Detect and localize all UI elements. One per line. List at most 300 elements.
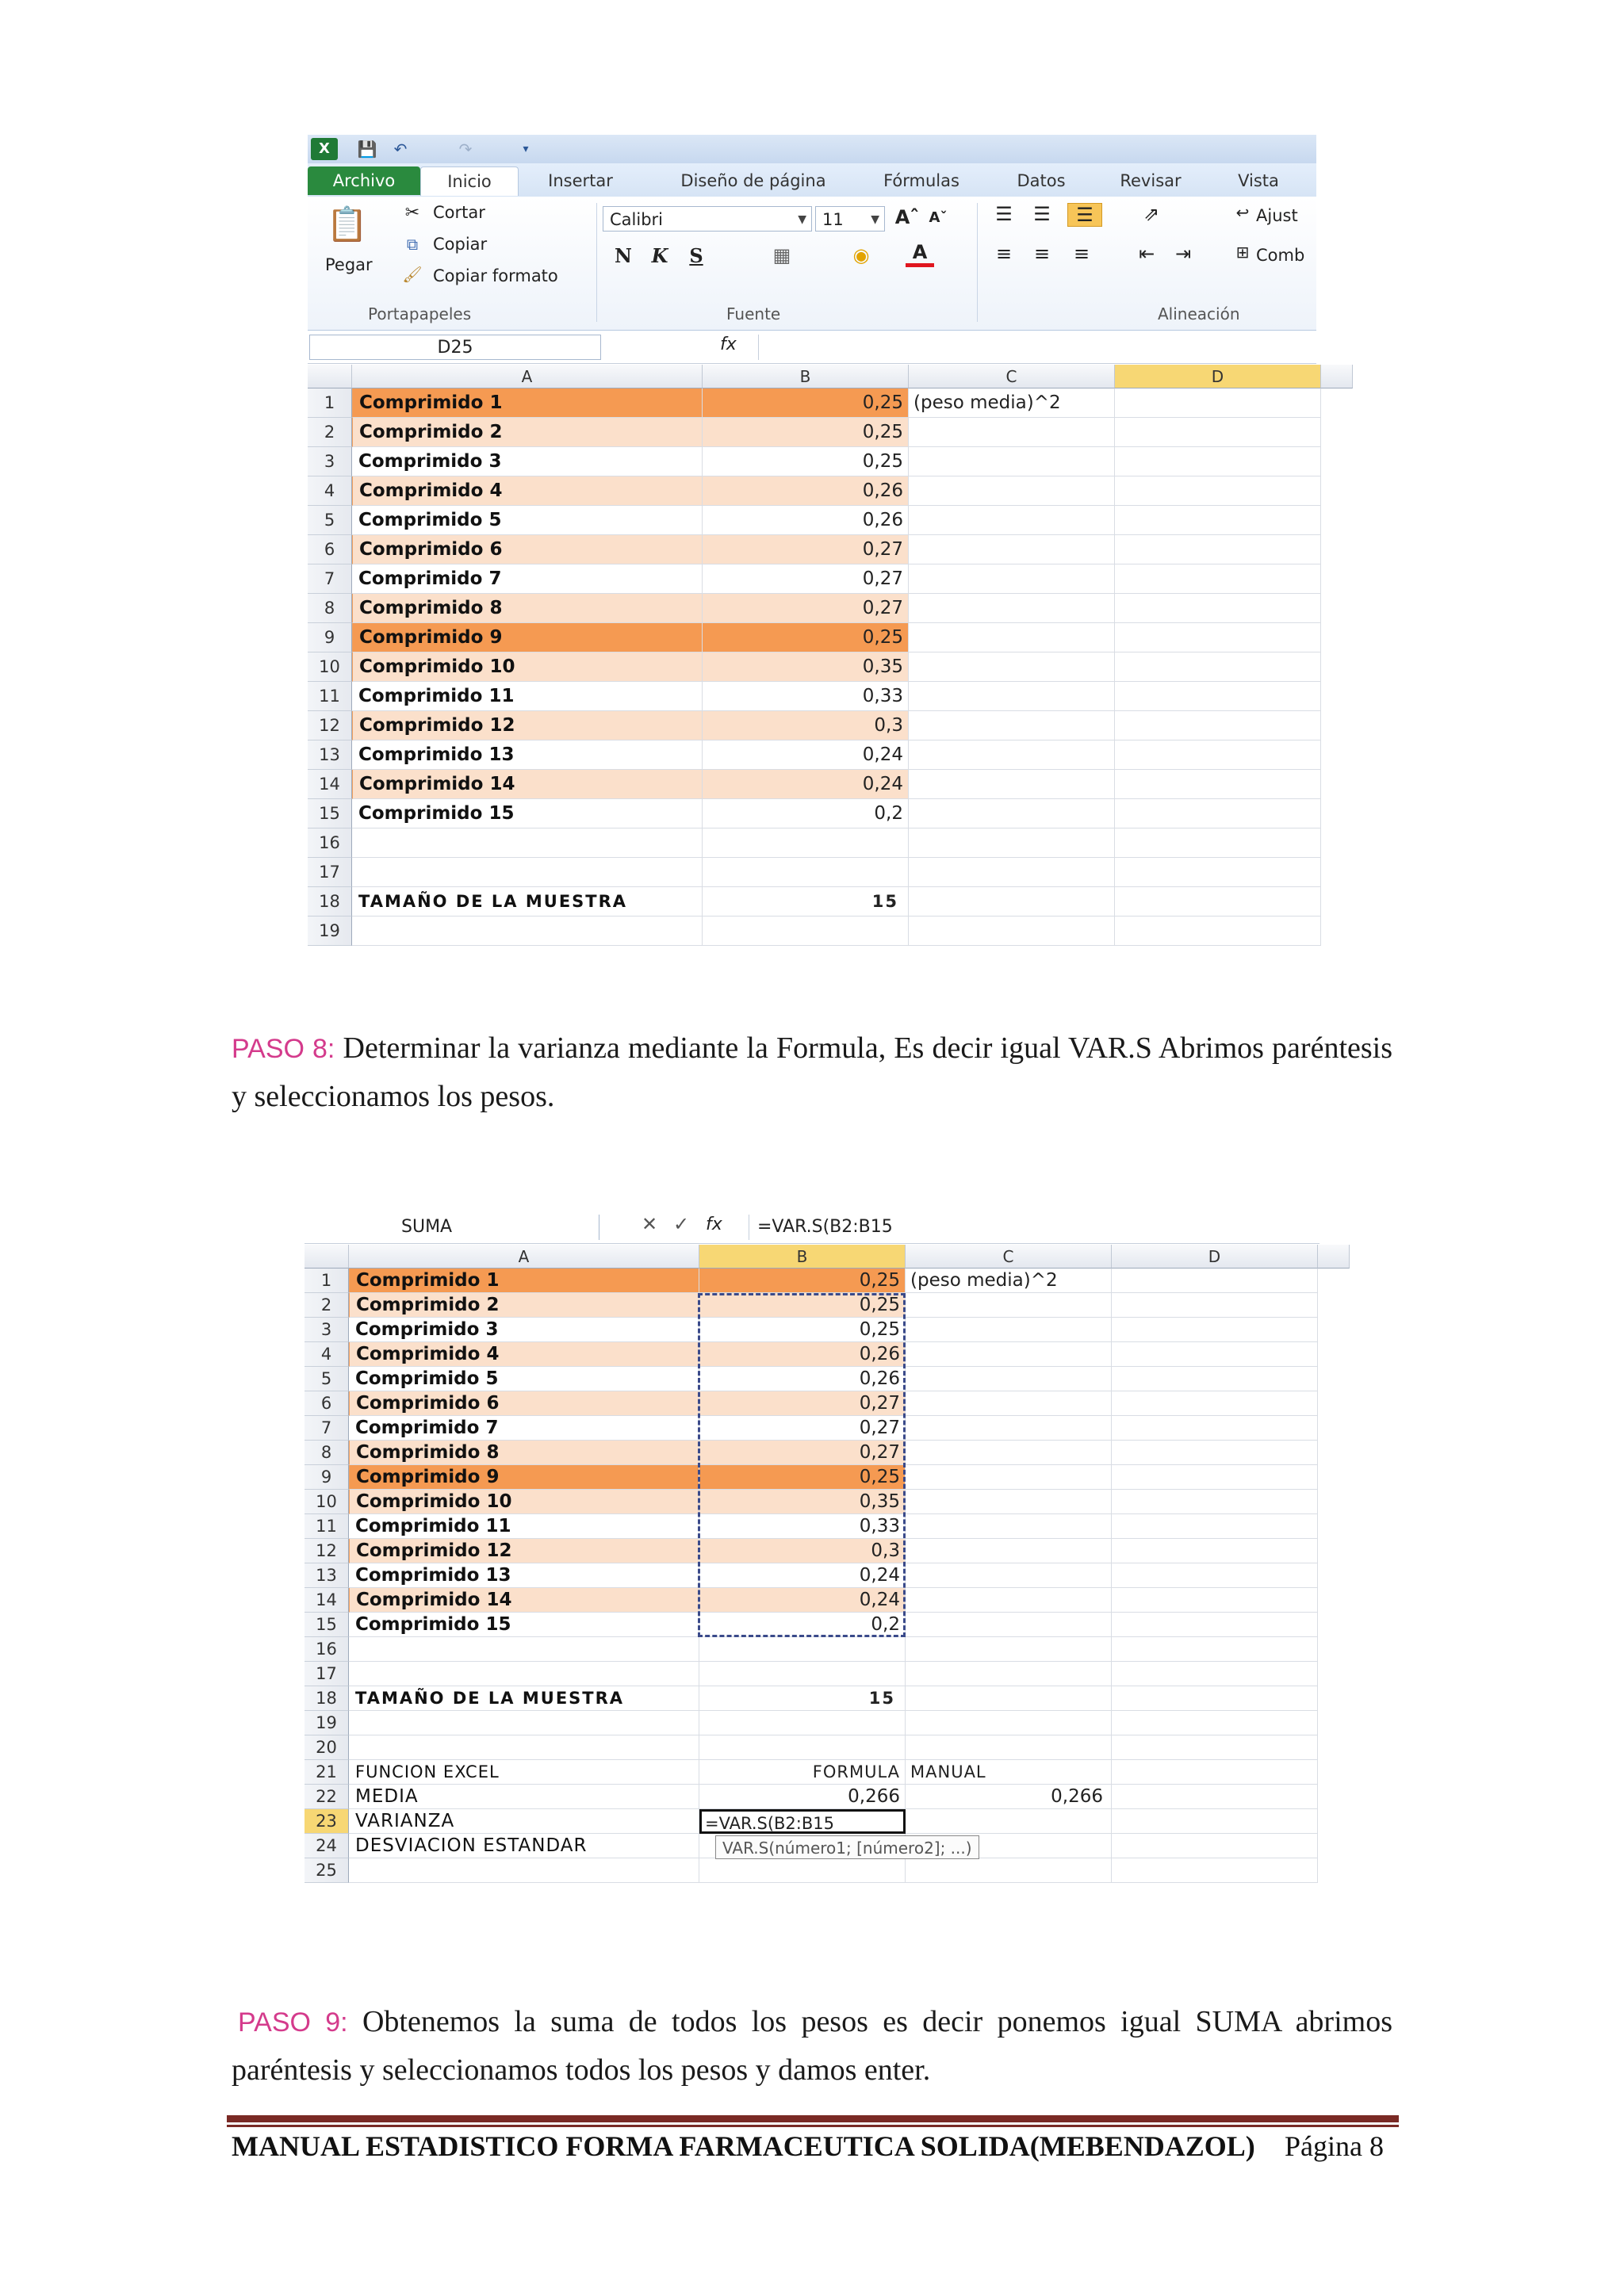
row-header[interactable]: 15 — [308, 799, 352, 828]
cell-d[interactable] — [1115, 711, 1321, 740]
cell-d[interactable] — [1115, 682, 1321, 711]
column-header-e[interactable] — [1318, 1245, 1350, 1269]
cell-a[interactable]: Comprimido 13 — [349, 1563, 699, 1588]
row-header[interactable]: 20 — [304, 1735, 349, 1760]
cell-d[interactable] — [1112, 1686, 1318, 1711]
cell-a[interactable]: Comprimido 9 — [352, 623, 703, 652]
table-row — [308, 506, 1316, 535]
cancel-icon[interactable]: ✕ — [641, 1213, 658, 1235]
cell-d[interactable] — [1115, 916, 1321, 946]
cell-c[interactable] — [906, 1342, 1112, 1367]
cell-a[interactable]: Comprimido 3 — [349, 1318, 699, 1342]
cell-c[interactable] — [906, 1809, 1112, 1834]
font-color-icon[interactable]: A — [906, 241, 934, 267]
cell-d[interactable] — [1112, 1539, 1318, 1563]
cell-d[interactable] — [1112, 1735, 1318, 1760]
cell-d[interactable] — [1115, 828, 1321, 858]
column-header-c[interactable]: C — [906, 1245, 1112, 1269]
row-header[interactable]: 12 — [308, 711, 352, 740]
cell-d[interactable] — [1112, 1809, 1318, 1834]
cell-c[interactable] — [906, 1539, 1112, 1563]
cell-a[interactable]: Comprimido 11 — [349, 1514, 699, 1539]
cell-d[interactable] — [1115, 535, 1321, 564]
cell-c[interactable] — [909, 858, 1115, 887]
cell-d[interactable] — [1112, 1588, 1318, 1613]
column-header-c[interactable]: C — [909, 365, 1115, 388]
row-header[interactable]: 7 — [304, 1416, 349, 1441]
column-header-b[interactable]: B — [703, 365, 909, 388]
cell-c[interactable] — [906, 1735, 1112, 1760]
cell-b[interactable]: 0,25 — [699, 1465, 906, 1490]
cell-a[interactable]: Comprimido 8 — [352, 594, 703, 623]
cell-c[interactable] — [906, 1367, 1112, 1391]
cell-d[interactable] — [1112, 1637, 1318, 1662]
row-header[interactable]: 15 — [304, 1613, 349, 1637]
align-left-icon[interactable]: ≡ — [995, 243, 1013, 265]
cell-d[interactable] — [1112, 1834, 1318, 1858]
cell-d[interactable] — [1115, 770, 1321, 799]
cell-a[interactable]: Comprimido 9 — [349, 1465, 699, 1490]
cell-a[interactable]: Comprimido 13 — [352, 740, 703, 770]
cell-a[interactable] — [349, 1637, 699, 1662]
cell-b[interactable]: 0,2 — [699, 1613, 906, 1637]
cell-b[interactable]: 0,27 — [699, 1441, 906, 1465]
row-header[interactable]: 4 — [304, 1342, 349, 1367]
cell-c[interactable] — [906, 1465, 1112, 1490]
cell-c[interactable] — [909, 418, 1115, 447]
row-header[interactable]: 22 — [304, 1785, 349, 1809]
cell-c[interactable]: MANUAL — [906, 1760, 1112, 1785]
cell-c[interactable] — [909, 799, 1115, 828]
cell-a[interactable]: Comprimido 3 — [352, 447, 703, 476]
select-all-corner[interactable] — [304, 1245, 349, 1269]
italic-button[interactable]: K — [651, 244, 668, 267]
table-row — [308, 594, 1316, 623]
cell-b[interactable]: 0,27 — [703, 535, 909, 564]
copy-button[interactable]: Copiar — [433, 235, 488, 254]
row-header[interactable]: 14 — [308, 770, 352, 799]
column-header-a[interactable]: A — [352, 365, 703, 388]
cell-d[interactable] — [1112, 1760, 1318, 1785]
table-row — [304, 1711, 1313, 1735]
cell-b[interactable] — [699, 1711, 906, 1735]
row-header[interactable]: 4 — [308, 476, 352, 506]
insert-function-icon[interactable]: fx — [720, 335, 737, 354]
cell-b[interactable]: 0,27 — [699, 1416, 906, 1441]
row-header[interactable]: 23 — [304, 1809, 349, 1834]
name-box[interactable] — [309, 335, 601, 360]
cell-b[interactable]: 0,25 — [703, 623, 909, 652]
tab-inicio[interactable]: Inicio — [420, 166, 519, 196]
orientation-icon[interactable]: ⇗ — [1143, 203, 1160, 225]
formula-input[interactable]: =VAR.S(B2:B15 — [749, 1215, 1304, 1240]
cell-a[interactable]: Comprimido 14 — [352, 770, 703, 799]
row-header[interactable]: 8 — [308, 594, 352, 623]
cell-d[interactable] — [1112, 1858, 1318, 1883]
cell-c[interactable] — [906, 1441, 1112, 1465]
cell-d[interactable] — [1115, 740, 1321, 770]
row-header[interactable]: 18 — [304, 1686, 349, 1711]
decrease-indent-icon[interactable]: ⇤ — [1138, 243, 1155, 265]
paso8-label: PASO 8: — [232, 1034, 335, 1064]
row-header[interactable]: 12 — [304, 1539, 349, 1563]
paso9-paragraph — [232, 1998, 1392, 2094]
row-header[interactable]: 13 — [304, 1563, 349, 1588]
row-header[interactable]: 19 — [304, 1711, 349, 1735]
cell-d[interactable] — [1112, 1318, 1318, 1342]
grow-font-icon[interactable]: Aˆ — [894, 206, 920, 228]
table-row — [308, 799, 1316, 828]
row-header[interactable]: 5 — [304, 1367, 349, 1391]
cell-b[interactable]: 0,27 — [703, 564, 909, 594]
save-icon[interactable]: 💾 — [357, 140, 377, 159]
cell-a[interactable]: Comprimido 5 — [349, 1367, 699, 1391]
cell-b[interactable]: =VAR.S(B2:B15 — [699, 1809, 906, 1834]
cell-c[interactable] — [909, 506, 1115, 535]
cell-c[interactable] — [906, 1613, 1112, 1637]
cell-b[interactable] — [699, 1662, 906, 1686]
row-header[interactable]: 17 — [304, 1662, 349, 1686]
row-header[interactable]: 16 — [308, 828, 352, 858]
formula-input[interactable] — [758, 335, 1313, 360]
borders-icon[interactable]: ▦ — [772, 244, 791, 266]
ribbon-tabs — [308, 163, 1316, 197]
row-header[interactable]: 18 — [308, 887, 352, 916]
selection-marquee — [698, 1293, 906, 1637]
cell-d[interactable] — [1115, 652, 1321, 682]
cell-d[interactable] — [1112, 1711, 1318, 1735]
cell-b[interactable]: FORMULA — [699, 1760, 906, 1785]
tab-revisar[interactable]: Revisar — [1120, 171, 1182, 190]
row-header[interactable]: 6 — [304, 1391, 349, 1416]
wrap-text-icon: ↩ — [1235, 203, 1250, 222]
cell-c[interactable]: (peso media)^2 — [909, 388, 1115, 418]
column-header-a[interactable]: A — [349, 1245, 699, 1269]
column-header-d[interactable]: D — [1115, 365, 1321, 388]
cell-c[interactable] — [909, 682, 1115, 711]
cell-b[interactable] — [703, 828, 909, 858]
row-header[interactable]: 11 — [308, 682, 352, 711]
cell-d[interactable] — [1115, 623, 1321, 652]
cell-c[interactable] — [909, 652, 1115, 682]
cell-b[interactable]: 0,26 — [703, 506, 909, 535]
cell-d[interactable] — [1112, 1662, 1318, 1686]
cell-b[interactable]: 0,24 — [699, 1563, 906, 1588]
cell-d[interactable] — [1112, 1441, 1318, 1465]
cell-c[interactable] — [906, 1588, 1112, 1613]
cell-d[interactable] — [1112, 1490, 1318, 1514]
paso9-label: PASO 9: — [238, 2007, 348, 2038]
cell-c[interactable] — [909, 770, 1115, 799]
align-center-icon[interactable]: ≡ — [1033, 243, 1051, 265]
tab-vista[interactable]: Vista — [1238, 171, 1279, 190]
cell-a[interactable]: Comprimido 11 — [352, 682, 703, 711]
row-header[interactable]: 5 — [308, 506, 352, 535]
row-header[interactable]: 7 — [308, 564, 352, 594]
cell-c[interactable] — [909, 740, 1115, 770]
enter-check-icon[interactable]: ✓ — [672, 1213, 690, 1235]
row-header[interactable]: 17 — [308, 858, 352, 887]
increase-indent-icon[interactable]: ⇥ — [1174, 243, 1192, 265]
row-header[interactable]: 21 — [304, 1760, 349, 1785]
row-header[interactable]: 10 — [304, 1490, 349, 1514]
cell-a[interactable] — [349, 1662, 699, 1686]
row-header[interactable]: 3 — [304, 1318, 349, 1342]
align-bottom-icon[interactable]: ☰ — [1067, 203, 1102, 227]
group-separator — [596, 203, 597, 322]
wrap-text-button[interactable]: Ajust — [1256, 206, 1298, 225]
cell-c[interactable] — [906, 1637, 1112, 1662]
cell-c[interactable] — [906, 1858, 1112, 1883]
customize-qat-icon[interactable]: ▾ — [523, 143, 529, 155]
footer-rule — [227, 2115, 1399, 2122]
cell-c[interactable] — [909, 447, 1115, 476]
cell-d[interactable] — [1112, 1367, 1318, 1391]
formula-bar — [308, 331, 1316, 364]
table-row — [304, 1760, 1313, 1785]
cell-d[interactable] — [1115, 506, 1321, 535]
cell-d[interactable] — [1115, 388, 1321, 418]
cell-b[interactable]: 0,26 — [699, 1367, 906, 1391]
format-painter-button[interactable]: Copiar formato — [433, 266, 558, 285]
cell-c[interactable]: 0,266 — [906, 1785, 1112, 1809]
cell-b[interactable]: 0,24 — [703, 740, 909, 770]
cell-d[interactable] — [1112, 1613, 1318, 1637]
row-header[interactable]: 3 — [308, 447, 352, 476]
cell-c[interactable] — [909, 623, 1115, 652]
cell-b[interactable] — [699, 1637, 906, 1662]
cell-c[interactable] — [909, 711, 1115, 740]
cell-d[interactable] — [1112, 1465, 1318, 1490]
cell-a[interactable]: DESVIACION ESTANDAR — [349, 1834, 699, 1858]
paste-button[interactable]: Pegar — [325, 255, 373, 274]
font-size-combo[interactable] — [815, 206, 885, 232]
cell-a[interactable] — [352, 916, 703, 946]
tab-formulas[interactable]: Fórmulas — [883, 171, 959, 190]
cell-b[interactable]: 0,24 — [699, 1588, 906, 1613]
cell-a[interactable]: Comprimido 6 — [352, 535, 703, 564]
row-header[interactable]: 6 — [308, 535, 352, 564]
row-header[interactable]: 24 — [304, 1834, 349, 1858]
row-header[interactable]: 16 — [304, 1637, 349, 1662]
align-top-icon[interactable]: ☰ — [995, 203, 1013, 225]
cell-b[interactable]: 0,2 — [703, 799, 909, 828]
cell-a[interactable]: Comprimido 7 — [349, 1416, 699, 1441]
cell-b[interactable]: 15 — [703, 887, 909, 916]
cell-d[interactable] — [1115, 564, 1321, 594]
row-header[interactable]: 9 — [304, 1465, 349, 1490]
table-row — [308, 418, 1316, 447]
cell-b[interactable]: 0,25 — [699, 1293, 906, 1318]
merge-button[interactable]: Comb — [1256, 246, 1305, 265]
cell-a[interactable]: Comprimido 12 — [349, 1539, 699, 1563]
cell-b[interactable] — [699, 1858, 906, 1883]
cell-c[interactable] — [906, 1686, 1112, 1711]
paso8-text: Determinar la varianza mediante la Formula, Es decir igual VAR.S Abrimos paréntesis y seleccionamos los pesos. — [232, 1031, 1393, 1113]
cell-b[interactable]: 0,3 — [703, 711, 909, 740]
cell-a[interactable]: Comprimido 4 — [352, 476, 703, 506]
cell-a[interactable]: TAMAÑO DE LA MUESTRA — [349, 1686, 699, 1711]
cell-b[interactable]: 0,25 — [699, 1269, 906, 1293]
cell-a[interactable]: Comprimido 7 — [352, 564, 703, 594]
cell-a[interactable]: Comprimido 14 — [349, 1588, 699, 1613]
cell-c[interactable]: (peso media)^2 — [906, 1269, 1112, 1293]
cell-b[interactable]: 0,26 — [703, 476, 909, 506]
cell-a[interactable]: Comprimido 10 — [349, 1490, 699, 1514]
cell-a[interactable]: FUNCION EXCEL — [349, 1760, 699, 1785]
cell-a[interactable]: TAMAÑO DE LA MUESTRA — [352, 887, 703, 916]
cell-d[interactable] — [1115, 887, 1321, 916]
group-label-alineacion: Alineación — [1158, 304, 1240, 323]
underline-button[interactable]: S — [689, 244, 703, 267]
table-row — [308, 858, 1316, 887]
align-right-icon[interactable]: ≡ — [1073, 243, 1090, 265]
cell-a[interactable]: MEDIA — [349, 1785, 699, 1809]
row-header[interactable]: 2 — [304, 1293, 349, 1318]
cell-b[interactable] — [703, 858, 909, 887]
cell-a[interactable]: Comprimido 1 — [352, 388, 703, 418]
cut-button[interactable]: Cortar — [433, 203, 485, 222]
cell-d[interactable] — [1112, 1269, 1318, 1293]
cell-b[interactable] — [699, 1735, 906, 1760]
cell-b[interactable]: 0,25 — [699, 1318, 906, 1342]
cell-a[interactable] — [349, 1711, 699, 1735]
cell-c[interactable] — [909, 564, 1115, 594]
cell-b[interactable]: 0,25 — [703, 418, 909, 447]
paso9-text: Obtenemos la suma de todos los pesos es decir ponemos igual SUMA abrimos paréntesis y seleccionamos todos los pesos y damos enter. — [232, 2005, 1392, 2087]
cell-a[interactable]: Comprimido 5 — [352, 506, 703, 535]
cell-b[interactable]: 0,266 — [699, 1785, 906, 1809]
cell-b[interactable]: 15 — [699, 1686, 906, 1711]
row-header[interactable]: 11 — [304, 1514, 349, 1539]
cell-a[interactable]: Comprimido 2 — [352, 418, 703, 447]
excel-screenshot-1 — [308, 135, 1316, 940]
fill-color-icon[interactable]: ◉ — [852, 244, 870, 266]
tab-insertar[interactable]: Insertar — [548, 171, 613, 190]
cell-d[interactable] — [1115, 799, 1321, 828]
merge-cells-icon: ⊞ — [1235, 243, 1250, 262]
column-header-d[interactable]: D — [1112, 1245, 1318, 1269]
shrink-font-icon[interactable]: Aˇ — [929, 209, 948, 226]
tab-diseno-pagina[interactable]: Diseño de página — [680, 171, 826, 190]
row-header[interactable]: 9 — [308, 623, 352, 652]
paste-icon[interactable]: 📋 — [326, 205, 369, 243]
cell-c[interactable] — [909, 828, 1115, 858]
table-row — [308, 711, 1316, 740]
row-header[interactable]: 10 — [308, 652, 352, 682]
cell-d[interactable] — [1112, 1416, 1318, 1441]
row-header[interactable]: 8 — [304, 1441, 349, 1465]
row-header[interactable]: 14 — [304, 1588, 349, 1613]
cell-c[interactable] — [909, 887, 1115, 916]
column-header-e[interactable] — [1321, 365, 1353, 388]
cell-a[interactable]: Comprimido 4 — [349, 1342, 699, 1367]
select-all-corner[interactable] — [308, 365, 352, 388]
bold-button[interactable]: N — [615, 244, 632, 267]
cell-b[interactable]: 0,25 — [703, 447, 909, 476]
cell-a[interactable]: Comprimido 8 — [349, 1441, 699, 1465]
cell-a[interactable]: Comprimido 2 — [349, 1293, 699, 1318]
cell-b[interactable]: 0,35 — [703, 652, 909, 682]
name-box[interactable] — [306, 1215, 599, 1240]
cell-b[interactable]: 0,27 — [703, 594, 909, 623]
table-row — [308, 770, 1316, 799]
cell-d[interactable] — [1112, 1785, 1318, 1809]
cell-d[interactable] — [1115, 418, 1321, 447]
redo-icon[interactable]: ↷ — [458, 140, 473, 159]
cell-a[interactable] — [352, 828, 703, 858]
cell-d[interactable] — [1112, 1293, 1318, 1318]
cell-c[interactable] — [906, 1514, 1112, 1539]
cell-a[interactable] — [352, 858, 703, 887]
undo-icon[interactable]: ↶ — [393, 140, 408, 159]
cell-d[interactable] — [1112, 1391, 1318, 1416]
cell-c[interactable] — [906, 1662, 1112, 1686]
align-middle-icon[interactable]: ☰ — [1033, 203, 1051, 225]
cell-c[interactable] — [909, 916, 1115, 946]
cell-b[interactable]: 0,26 — [699, 1342, 906, 1367]
cell-b[interactable]: 0,33 — [703, 682, 909, 711]
cell-c[interactable] — [909, 535, 1115, 564]
cell-a[interactable]: Comprimido 15 — [349, 1613, 699, 1637]
cell-a[interactable]: VARIANZA — [349, 1809, 699, 1834]
cell-a[interactable]: Comprimido 12 — [352, 711, 703, 740]
name-box-value: SUMA — [401, 1217, 453, 1237]
cell-d[interactable] — [1112, 1342, 1318, 1367]
tab-datos[interactable]: Datos — [1017, 171, 1066, 190]
cell-b[interactable]: 0,35 — [699, 1490, 906, 1514]
cell-d[interactable] — [1112, 1514, 1318, 1539]
cell-c[interactable] — [909, 476, 1115, 506]
cell-c[interactable] — [906, 1711, 1112, 1735]
cell-b[interactable] — [703, 916, 909, 946]
cell-d[interactable] — [1115, 476, 1321, 506]
cell-b[interactable]: 0,3 — [699, 1539, 906, 1563]
cell-d[interactable] — [1115, 447, 1321, 476]
row-header[interactable]: 1 — [304, 1269, 349, 1293]
cell-a[interactable] — [349, 1858, 699, 1883]
cell-c[interactable] — [906, 1490, 1112, 1514]
font-name-combo[interactable] — [603, 206, 812, 232]
cell-b[interactable]: 0,27 — [699, 1391, 906, 1416]
row-header[interactable]: 1 — [308, 388, 352, 418]
row-header[interactable]: 25 — [304, 1858, 349, 1883]
cell-a[interactable]: Comprimido 6 — [349, 1391, 699, 1416]
cell-a[interactable]: Comprimido 10 — [352, 652, 703, 682]
row-header[interactable]: 19 — [308, 916, 352, 946]
cell-b[interactable]: 0,25 — [703, 388, 909, 418]
cell-b[interactable]: 0,24 — [703, 770, 909, 799]
cell-c[interactable] — [909, 594, 1115, 623]
cell-d[interactable] — [1115, 594, 1321, 623]
cell-c[interactable] — [906, 1391, 1112, 1416]
cell-c[interactable] — [906, 1416, 1112, 1441]
row-header[interactable]: 13 — [308, 740, 352, 770]
cell-c[interactable] — [906, 1563, 1112, 1588]
cell-a[interactable]: Comprimido 1 — [349, 1269, 699, 1293]
cell-a[interactable]: Comprimido 15 — [352, 799, 703, 828]
tab-archivo[interactable]: Archivo — [308, 166, 420, 195]
row-header[interactable]: 2 — [308, 418, 352, 447]
cell-d[interactable] — [1115, 858, 1321, 887]
cell-d[interactable] — [1112, 1563, 1318, 1588]
cell-b[interactable]: 0,33 — [699, 1514, 906, 1539]
cell-a[interactable] — [349, 1735, 699, 1760]
insert-function-icon[interactable]: fx — [706, 1215, 722, 1234]
cell-c[interactable] — [906, 1293, 1112, 1318]
column-header-b[interactable]: B — [699, 1245, 906, 1269]
cell-c[interactable] — [906, 1318, 1112, 1342]
